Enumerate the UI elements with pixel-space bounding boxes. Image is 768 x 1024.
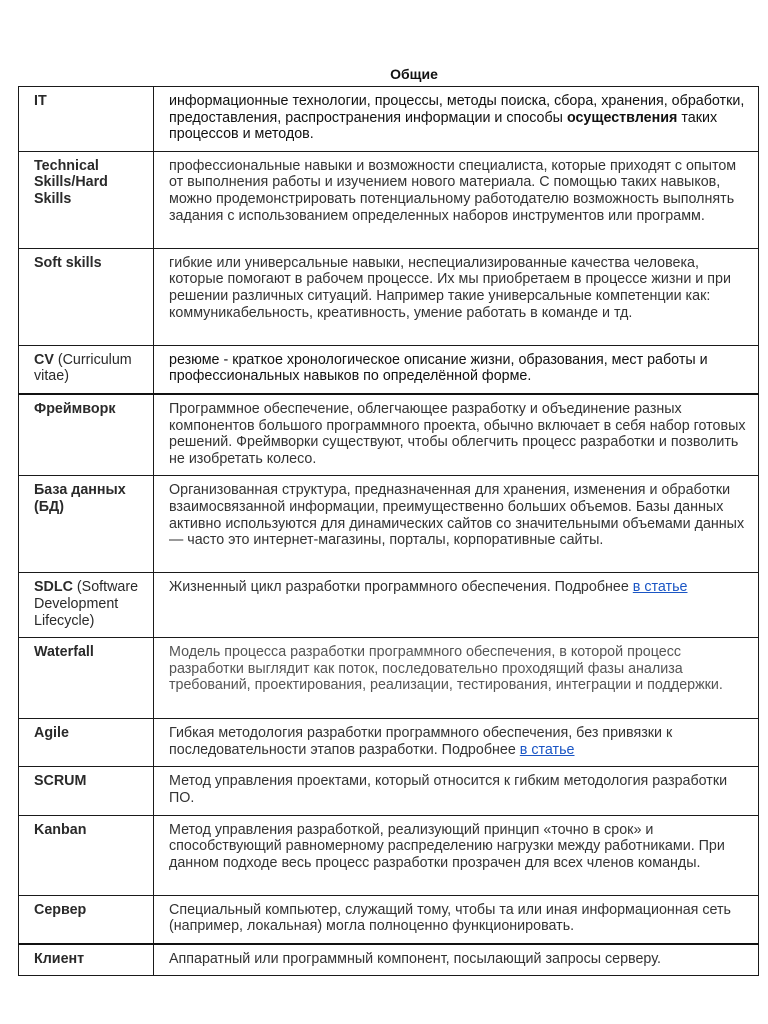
term-note: (Curriculum vitae) <box>34 351 132 385</box>
term-label: CV <box>34 351 54 368</box>
term-note: (Software Development Lifecycle) <box>34 579 139 629</box>
definition-text: Гибкая методология разработки программного обеспечения, без привязки к последовательности этапов разработки. Подробнее <box>169 725 673 758</box>
term-cell <box>19 719 154 767</box>
article-link[interactable]: в статье <box>632 579 688 596</box>
table-row <box>19 87 759 152</box>
definition-text: Метод управления проектами, который относится к гибким методология разработки ПО. <box>169 773 728 806</box>
definition-text-end: таких процессов и методов. <box>169 109 718 143</box>
term-cell <box>19 815 154 895</box>
definition-cell <box>154 345 759 394</box>
term-label: База данных (БД) <box>34 482 126 515</box>
table-row <box>19 638 759 719</box>
definition-text: профессиональные навыки и возможности специалиста, которые приходят с опытом от выполнения работы и изучением нового материала. С помощью таких навыков, можно продемонстрировать потенциальному работодателю возможность выполнять задания с использованием определенных наборов инструментов или программ. <box>169 157 737 224</box>
definition-cell <box>154 638 759 719</box>
definition-text: Специальный компьютер, служащий тому, чтобы та или иная информационная сеть (например, локальная) могла полноценно функционировать. <box>169 901 732 935</box>
term-label: Technical Skills/Hard Skills <box>34 157 108 207</box>
term-cell <box>19 345 154 394</box>
table-row <box>19 895 759 944</box>
term-label: Agile <box>34 725 69 742</box>
table-row <box>19 248 759 345</box>
term-label: Waterfall <box>34 644 94 661</box>
term-cell <box>19 573 154 638</box>
table-row <box>19 944 759 976</box>
definition-cell <box>154 573 759 638</box>
definition-cell <box>154 944 759 976</box>
definition-cell <box>154 815 759 895</box>
article-link[interactable]: в статье <box>519 741 575 758</box>
table-row <box>19 345 759 394</box>
definition-text: информационные технологии, процессы, методы поиска, сбора, хранения, обработки, предоставления, распространения информации и способы <box>169 93 745 126</box>
table-row <box>19 815 759 895</box>
glossary-table <box>18 86 759 976</box>
definition-bold-text: осуществления <box>566 109 678 126</box>
term-cell <box>19 944 154 976</box>
definition-cell <box>154 394 759 476</box>
definition-text: резюме - краткое хронологическое описание жизни, образования, мест работы и профессиональных навыков по определённой форме. <box>169 351 708 385</box>
table-row <box>19 767 759 815</box>
table-row <box>19 573 759 638</box>
page-title: Общие <box>390 66 438 82</box>
term-cell <box>19 476 154 573</box>
definition-cell <box>154 895 759 944</box>
definition-text: Программное обеспечение, облегчающее разработку и объединение разных компонентов большого программного проекта, обычно включает в себя набор готовых решений. Фреймворки существуют, чтобы облегчить процесс разработки и позволить не изобретать колесо. <box>169 400 746 467</box>
definition-cell <box>154 719 759 767</box>
table-row <box>19 476 759 573</box>
definition-cell <box>154 248 759 345</box>
term-cell <box>19 151 154 248</box>
term-label: SCRUM <box>34 773 87 790</box>
table-row <box>19 151 759 248</box>
definition-text: гибкие или универсальные навыки, неспециализированные качества человека, которые помогают в рабочем процессе. Их мы приобретаем в процессе жизни и при решении различных ситуаций. Например такие универсальные компетенции как: коммуникабельность, креативность, умение работать в команде и тд. <box>169 254 731 321</box>
definition-cell <box>154 87 759 152</box>
definition-cell <box>154 476 759 573</box>
definition-text: Метод управления разработкой, реализующий принцип «точно в срок» и способствующий равномерному распределению нагрузки между работниками. При данном подходе весь процесс разработки прозрачен для всех членов команды. <box>169 821 725 871</box>
definition-text: Модель процесса разработки программного обеспечения, в которой процесс разработки выглядит как поток, последовательно проходящий фазы анализа требований, проектирования, реализации, тестирования, интеграции и поддержки. <box>169 644 723 694</box>
term-label: Soft skills <box>34 254 102 271</box>
term-cell <box>19 638 154 719</box>
definition-text: Организованная структура, предназначенная для хранения, изменения и обработки взаимосвязанной информации, преимущественно больших объемов. Базы данных активно используются для динамических сайтов со значительными объемами данных — часто это интернет-магазины, порталы, корпоративные сайты. <box>169 482 745 549</box>
term-label: Kanban <box>34 821 87 838</box>
term-label: Сервер <box>34 901 87 918</box>
definition-text: Жизненный цикл разработки программного обеспечения. Подробнее <box>169 579 633 596</box>
term-label: Клиент <box>34 950 85 967</box>
term-label: IT <box>34 93 47 109</box>
definition-text: Аппаратный или программный компонент, посылающий запросы серверу. <box>169 950 661 967</box>
term-cell <box>19 248 154 345</box>
term-cell <box>19 87 154 152</box>
table-row <box>19 394 759 476</box>
definition-cell <box>154 151 759 248</box>
term-cell <box>19 394 154 476</box>
table-row <box>19 719 759 767</box>
definition-cell <box>154 767 759 815</box>
term-label: Фреймворк <box>34 400 116 417</box>
term-cell <box>19 767 154 815</box>
term-cell <box>19 895 154 944</box>
term-label: SDLC <box>34 579 73 596</box>
